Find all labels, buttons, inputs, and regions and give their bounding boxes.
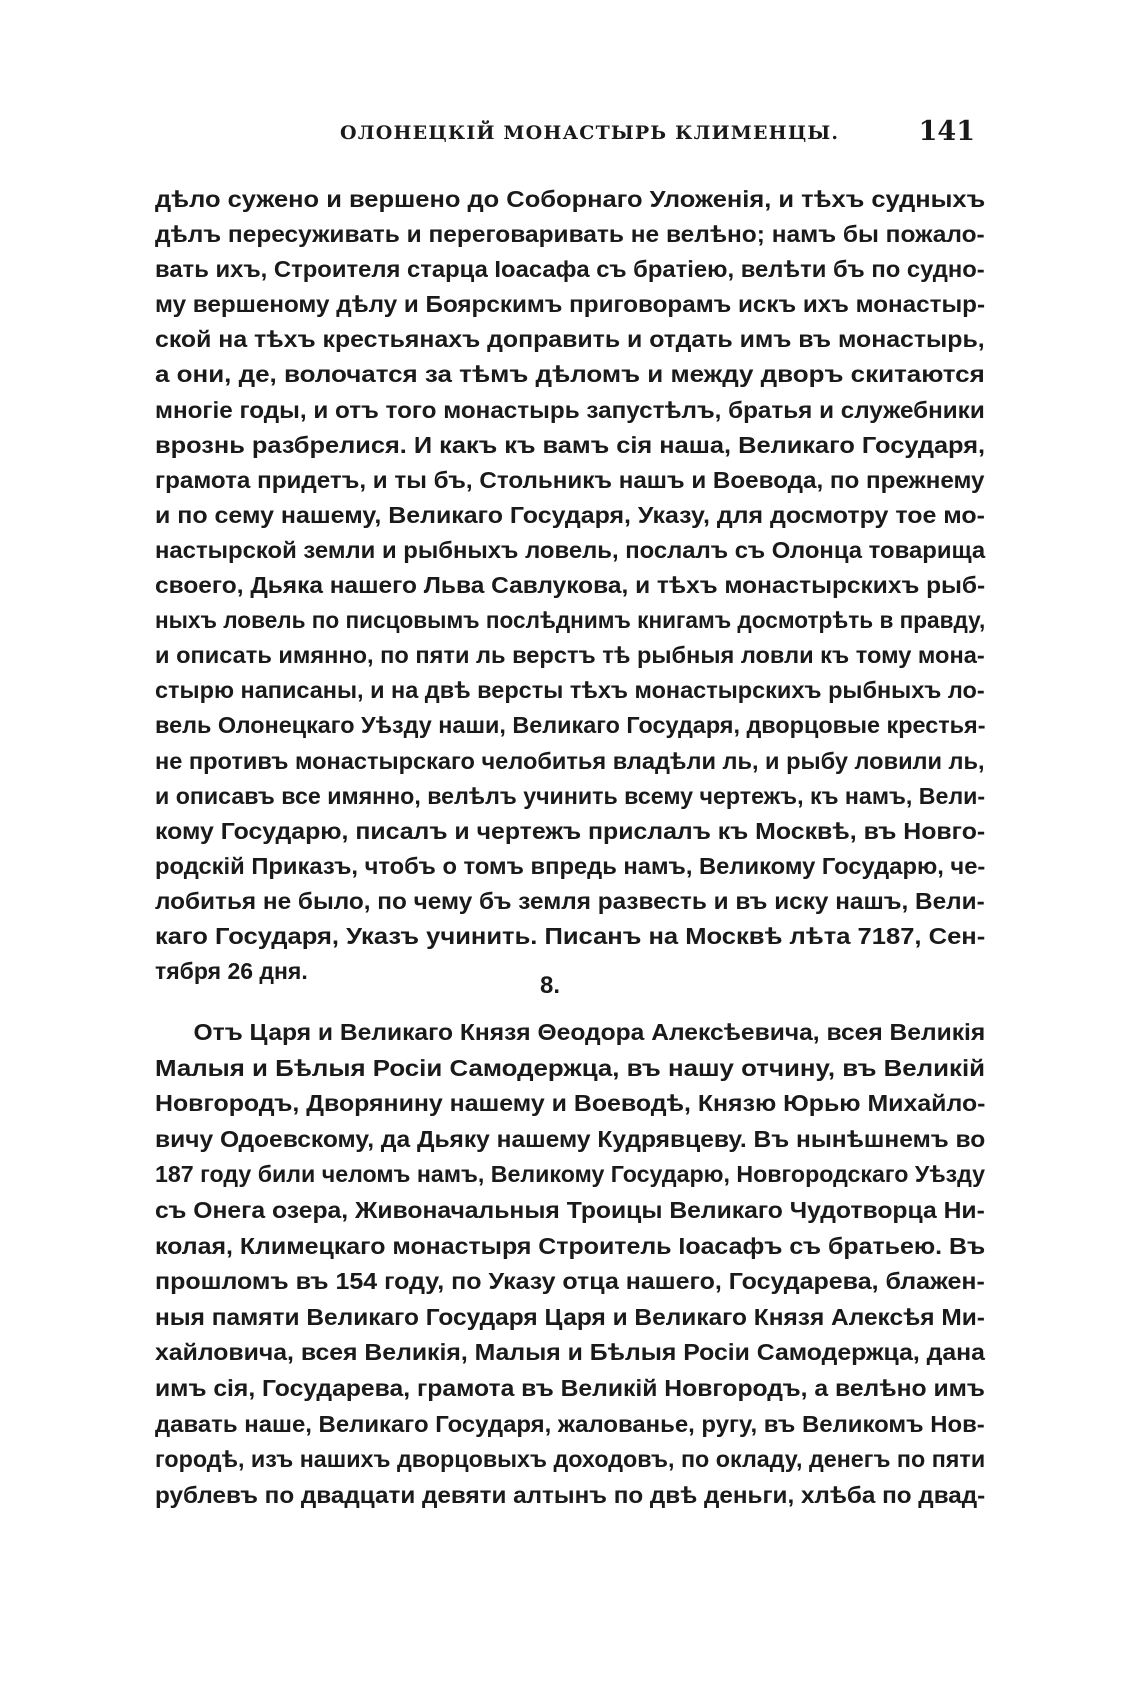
text-line: не противъ монастырскаго челобитья владѣли ль, и рыбу ловили ль, [155,747,985,774]
text-line: стырю написаны, и на двѣ версты тѣхъ монастырскихъ рыбныхъ ло- [155,677,985,704]
text-line: Новгородъ, Дворянину нашему и Воеводѣ, Князю Юрью Михайло- [155,1090,986,1117]
text-line: колая, Климецкаго монастыря Строитель Іоасафъ съ братьею. Въ [155,1232,986,1259]
text-line: ской на тѣхъ крестьянахъ доправить и отдать имъ въ монастырь, [155,326,985,353]
text-line: врознь разбрелися. И какъ къ вамъ сія наша, Великаго Государя, [155,431,986,458]
paragraph-2 [155,1015,985,1513]
text-line: дѣлъ пересуживать и переговаривать не велѣно; намъ бы пожало- [155,221,985,248]
text-line: давать наше, Великаго Государя, жалованье, ругу, въ Великомъ Нов- [155,1410,985,1437]
text-line: и описавъ все имянно, велѣлъ учинить всему чертежъ, къ намъ, Вели- [155,782,986,809]
running-head [195,116,975,156]
text-line: кому Государю, писалъ и чертежъ прислалъ къ Москвѣ, въ Новго- [155,817,986,844]
text-line: хайловича, всея Великія, Малыя и Бѣлыя Росіи Самодержца, дана [155,1339,985,1366]
text-line: своего, Дьяка нашего Льва Савлукова, и тѣхъ монастырскихъ рыб- [155,572,986,599]
running-title: ОЛОНЕЦКІЙ МОНАСТЫРЬ КЛИМЕНЦЫ. [340,122,840,144]
text-line: имъ сія, Государева, грамота въ Великій Новгородъ, а велѣно имъ [155,1374,985,1401]
text-line: вичу Одоевскому, да Дьяку нашему Кудрявцеву. Въ нынѣшнемъ во [155,1125,986,1152]
text-line: лобитья не было, по чему бъ земля развесть и въ иску нашъ, Вели- [155,887,985,914]
text-line: прошломъ въ 154 году, по Указу отца нашего, Государева, блажен- [155,1268,985,1295]
text-line: и описать имянно, по пяти ль верстъ тѣ рыбныя ловли къ тому мона- [155,642,985,669]
text-line: и по сему нашему, Великаго Государя, Указу, для досмотру тое мо- [155,501,985,528]
text-line: съ Онега озера, Живоначальныя Троицы Великаго Чудотворца Ни- [155,1196,985,1223]
text-line: 187 году били челомъ намъ, Великому Государю, Новгородскаго Уѣзду [155,1161,986,1188]
section-number: 8. [540,972,561,999]
paragraph-1 [155,182,985,989]
text-line: вель Олонецкаго Уѣзду наши, Великаго Государя, дворцовые крестья- [155,712,986,739]
text-line: Отъ Царя и Великаго Князя Θеодора Алексѣевича, всея Великія [193,1019,986,1045]
text-line: каго Государя, Указъ учинить. Писанъ на Москвѣ лѣта 7187, Сен- [155,922,986,949]
page-number: 141 [918,116,975,147]
text-line: Малыя и Бѣлыя Росіи Самодержца, въ нашу отчину, въ Великій [155,1054,986,1081]
text-line: родскій Приказъ, чтобъ о томъ впредь намъ, Великому Государю, че- [155,852,986,879]
text-line: ныя памяти Великаго Государя Царя и Великаго Князя Алексѣя Ми- [155,1303,985,1330]
text-line: многіе годы, и отъ того монастырь запустѣлъ, братья и служебники [155,396,985,423]
text-line: ныхъ ловель по писцовымъ послѣднимъ книгамъ досмотрѣть в правду, [155,607,986,634]
text-line: грамота придетъ, и ты бъ, Стольникъ нашъ и Воевода, по прежнему [155,466,985,493]
text-line: городѣ, изъ нашихъ дворцовыхъ доходовъ, по окладу, денегъ по пяти [155,1446,986,1473]
text-line: му вершеному дѣлу и Боярскимъ приговорамъ искъ ихъ монастыр- [155,291,986,318]
text-line: тября 26 дня. [155,958,308,985]
text-line: дѣло сужено и вершено до Соборнаго Уложенія, и тѣхъ судныхъ [155,186,986,212]
text-line: рублевъ по двадцати девяти алтынъ по двѣ деньги, хлѣба по двад- [155,1481,986,1508]
text-line: настырской земли и рыбныхъ ловель, послалъ съ Олонца товарища [155,536,986,563]
text-line: а они, де, волочатся за тѣмъ дѣломъ и между дворъ скитаются [155,361,985,388]
text-line: вать ихъ, Строителя старца Іоасафа съ братіею, велѣти бъ по судно- [155,256,985,283]
